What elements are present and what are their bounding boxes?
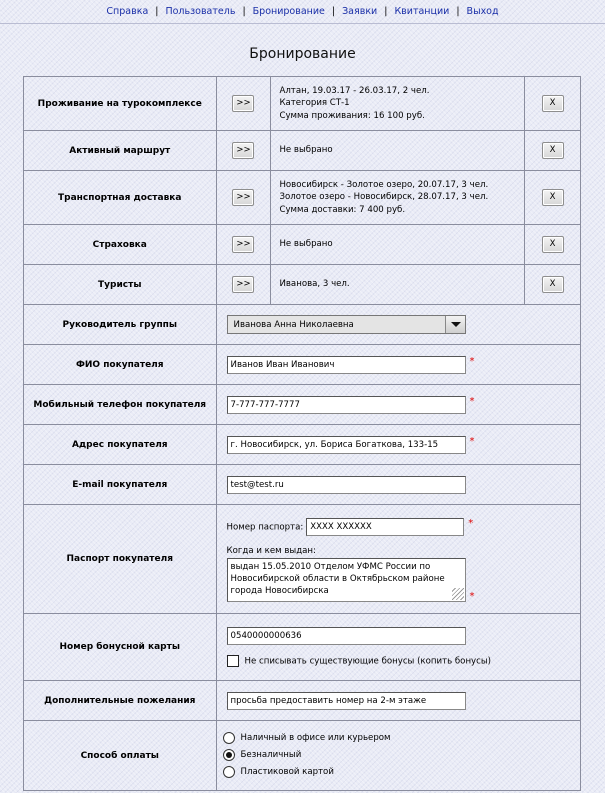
select-route-button[interactable]: >> — [232, 142, 254, 159]
nav-requests-link[interactable]: Заявки — [342, 6, 378, 17]
required-marker: * — [469, 591, 475, 602]
buyer-address-input[interactable]: г. Новосибирск, ул. Бориса Богаткова, 133-15 — [227, 436, 466, 454]
keep-bonus-label: Не списывать существующие бонусы (копить бонусы) — [244, 656, 492, 667]
field-label: E-mail покупателя — [24, 465, 217, 505]
select-accommodation-button[interactable]: >> — [232, 95, 254, 112]
passport-number-group — [227, 518, 570, 536]
service-info — [271, 131, 525, 171]
row-passport — [24, 505, 581, 614]
field-label: ФИО покупателя — [24, 345, 217, 385]
buyer-name-input[interactable]: Иванов Иван Иванович — [227, 356, 466, 374]
service-info — [271, 171, 525, 225]
buyer-phone-input[interactable]: 7-777-777-7777 — [227, 396, 466, 414]
nav-separator: | — [331, 6, 336, 17]
nav-help-link[interactable]: Справка — [106, 6, 149, 17]
field-label: Номер бонусной карты — [24, 614, 217, 681]
passport-issued-textarea[interactable] — [227, 558, 466, 602]
required-marker: * — [469, 355, 475, 367]
service-row-transport — [24, 171, 581, 225]
info-line: Сумма проживания: 16 100 руб. — [279, 110, 425, 121]
top-navigation — [0, 0, 605, 24]
option-label: Пластиковой картой — [240, 767, 334, 777]
info-line: Сумма доставки: 7 400 руб. — [279, 204, 406, 215]
remove-accommodation-button[interactable]: X — [542, 95, 564, 112]
field-label: Паспорт покупателя — [24, 505, 217, 614]
info-line: Категория СТ-1 — [279, 98, 350, 109]
row-wishes — [24, 681, 581, 721]
remove-transport-button[interactable]: X — [542, 189, 564, 206]
field-label: Дополнительные пожелания — [24, 681, 217, 721]
field-label: Адрес покупателя — [24, 425, 217, 465]
info-line: Новосибирск - Золотое озеро, 20.07.17, 3 чел. — [279, 179, 489, 190]
nav-separator: | — [155, 6, 159, 17]
service-info — [271, 77, 525, 131]
remove-route-button[interactable]: X — [542, 142, 564, 159]
chevron-down-icon[interactable] — [445, 316, 465, 333]
required-marker: * — [468, 518, 474, 529]
service-label: Транспортная доставка — [24, 171, 217, 225]
payment-option-card — [223, 764, 570, 781]
service-row-insurance — [24, 225, 581, 265]
row-group-leader — [24, 305, 581, 345]
service-row-accommodation — [24, 77, 581, 131]
select-value: Иванова Анна Николаевна — [233, 319, 354, 330]
field-label: Мобильный телефон покупателя — [24, 385, 217, 425]
service-label: Активный маршрут — [24, 131, 217, 171]
service-info — [271, 225, 525, 265]
keep-bonus-option — [227, 655, 570, 667]
option-label: Наличный в офисе или курьером — [240, 733, 391, 743]
info-line: Не выбрано — [279, 145, 333, 156]
row-buyer-phone — [24, 385, 581, 425]
required-marker: * — [469, 395, 475, 407]
resize-grip-icon[interactable] — [452, 588, 464, 600]
select-insurance-button[interactable]: >> — [232, 236, 254, 253]
required-marker: * — [469, 435, 475, 447]
service-label: Страховка — [24, 225, 217, 265]
payment-card-radio[interactable] — [223, 766, 235, 778]
payment-option-cashless — [223, 747, 570, 764]
nav-receipts-link[interactable]: Квитанции — [394, 6, 450, 17]
nav-separator: | — [242, 6, 246, 17]
wishes-input[interactable]: просьба предоставить номер на 2-м этаже — [227, 692, 466, 710]
row-buyer-address — [24, 425, 581, 465]
info-line: Иванова, 3 чел. — [279, 279, 350, 290]
row-buyer-email — [24, 465, 581, 505]
remove-insurance-button[interactable]: X — [542, 236, 564, 253]
payment-cashless-radio[interactable] — [223, 749, 235, 761]
passport-number-input[interactable]: XXXX XXXXXX — [306, 518, 464, 536]
booking-form — [23, 76, 581, 791]
row-bonus-card — [24, 614, 581, 681]
select-tourists-button[interactable]: >> — [232, 276, 254, 293]
passport-number-label: Номер паспорта: — [226, 522, 304, 533]
page-title: Бронирование — [249, 46, 356, 62]
service-row-route — [24, 131, 581, 171]
field-label: Способ оплаты — [24, 721, 217, 791]
payment-cash-radio[interactable] — [223, 732, 235, 744]
nav-separator: | — [456, 6, 460, 17]
service-label: Туристы — [24, 265, 217, 305]
passport-issued-group — [227, 558, 570, 602]
group-leader-select[interactable] — [227, 315, 466, 334]
remove-tourists-button[interactable]: X — [542, 276, 564, 293]
info-line: Золотое озеро - Новосибирск, 28.07.17, 3 чел. — [279, 192, 489, 203]
row-buyer-name — [24, 345, 581, 385]
keep-bonus-checkbox[interactable] — [227, 655, 239, 667]
service-info — [271, 265, 525, 305]
nav-booking-link[interactable]: Бронирование — [252, 6, 325, 17]
textarea-text: выдан 15.05.2010 Отделом УФМС России по Новосибирской области в Октябрьском районе города Новосибирска — [230, 562, 445, 596]
service-label: Проживание на турокомплексе — [24, 77, 217, 131]
buyer-email-input[interactable]: test@test.ru — [227, 476, 466, 494]
info-line: Не выбрано — [279, 239, 333, 250]
row-payment — [24, 721, 581, 791]
select-transport-button[interactable]: >> — [232, 189, 254, 206]
passport-issued-label: Когда и кем выдан: — [226, 546, 316, 556]
payment-option-cash — [223, 730, 570, 747]
field-label: Руководитель группы — [24, 305, 217, 345]
option-label: Безналичный — [240, 750, 302, 760]
service-row-tourists — [24, 265, 581, 305]
info-line: Алтан, 19.03.17 - 26.03.17, 2 чел. — [279, 85, 430, 96]
bonus-card-input[interactable]: 0540000000636 — [227, 627, 466, 645]
nav-user-link[interactable]: Пользователь — [165, 6, 236, 17]
nav-logout-link[interactable]: Выход — [466, 6, 499, 17]
nav-separator: | — [384, 6, 388, 17]
